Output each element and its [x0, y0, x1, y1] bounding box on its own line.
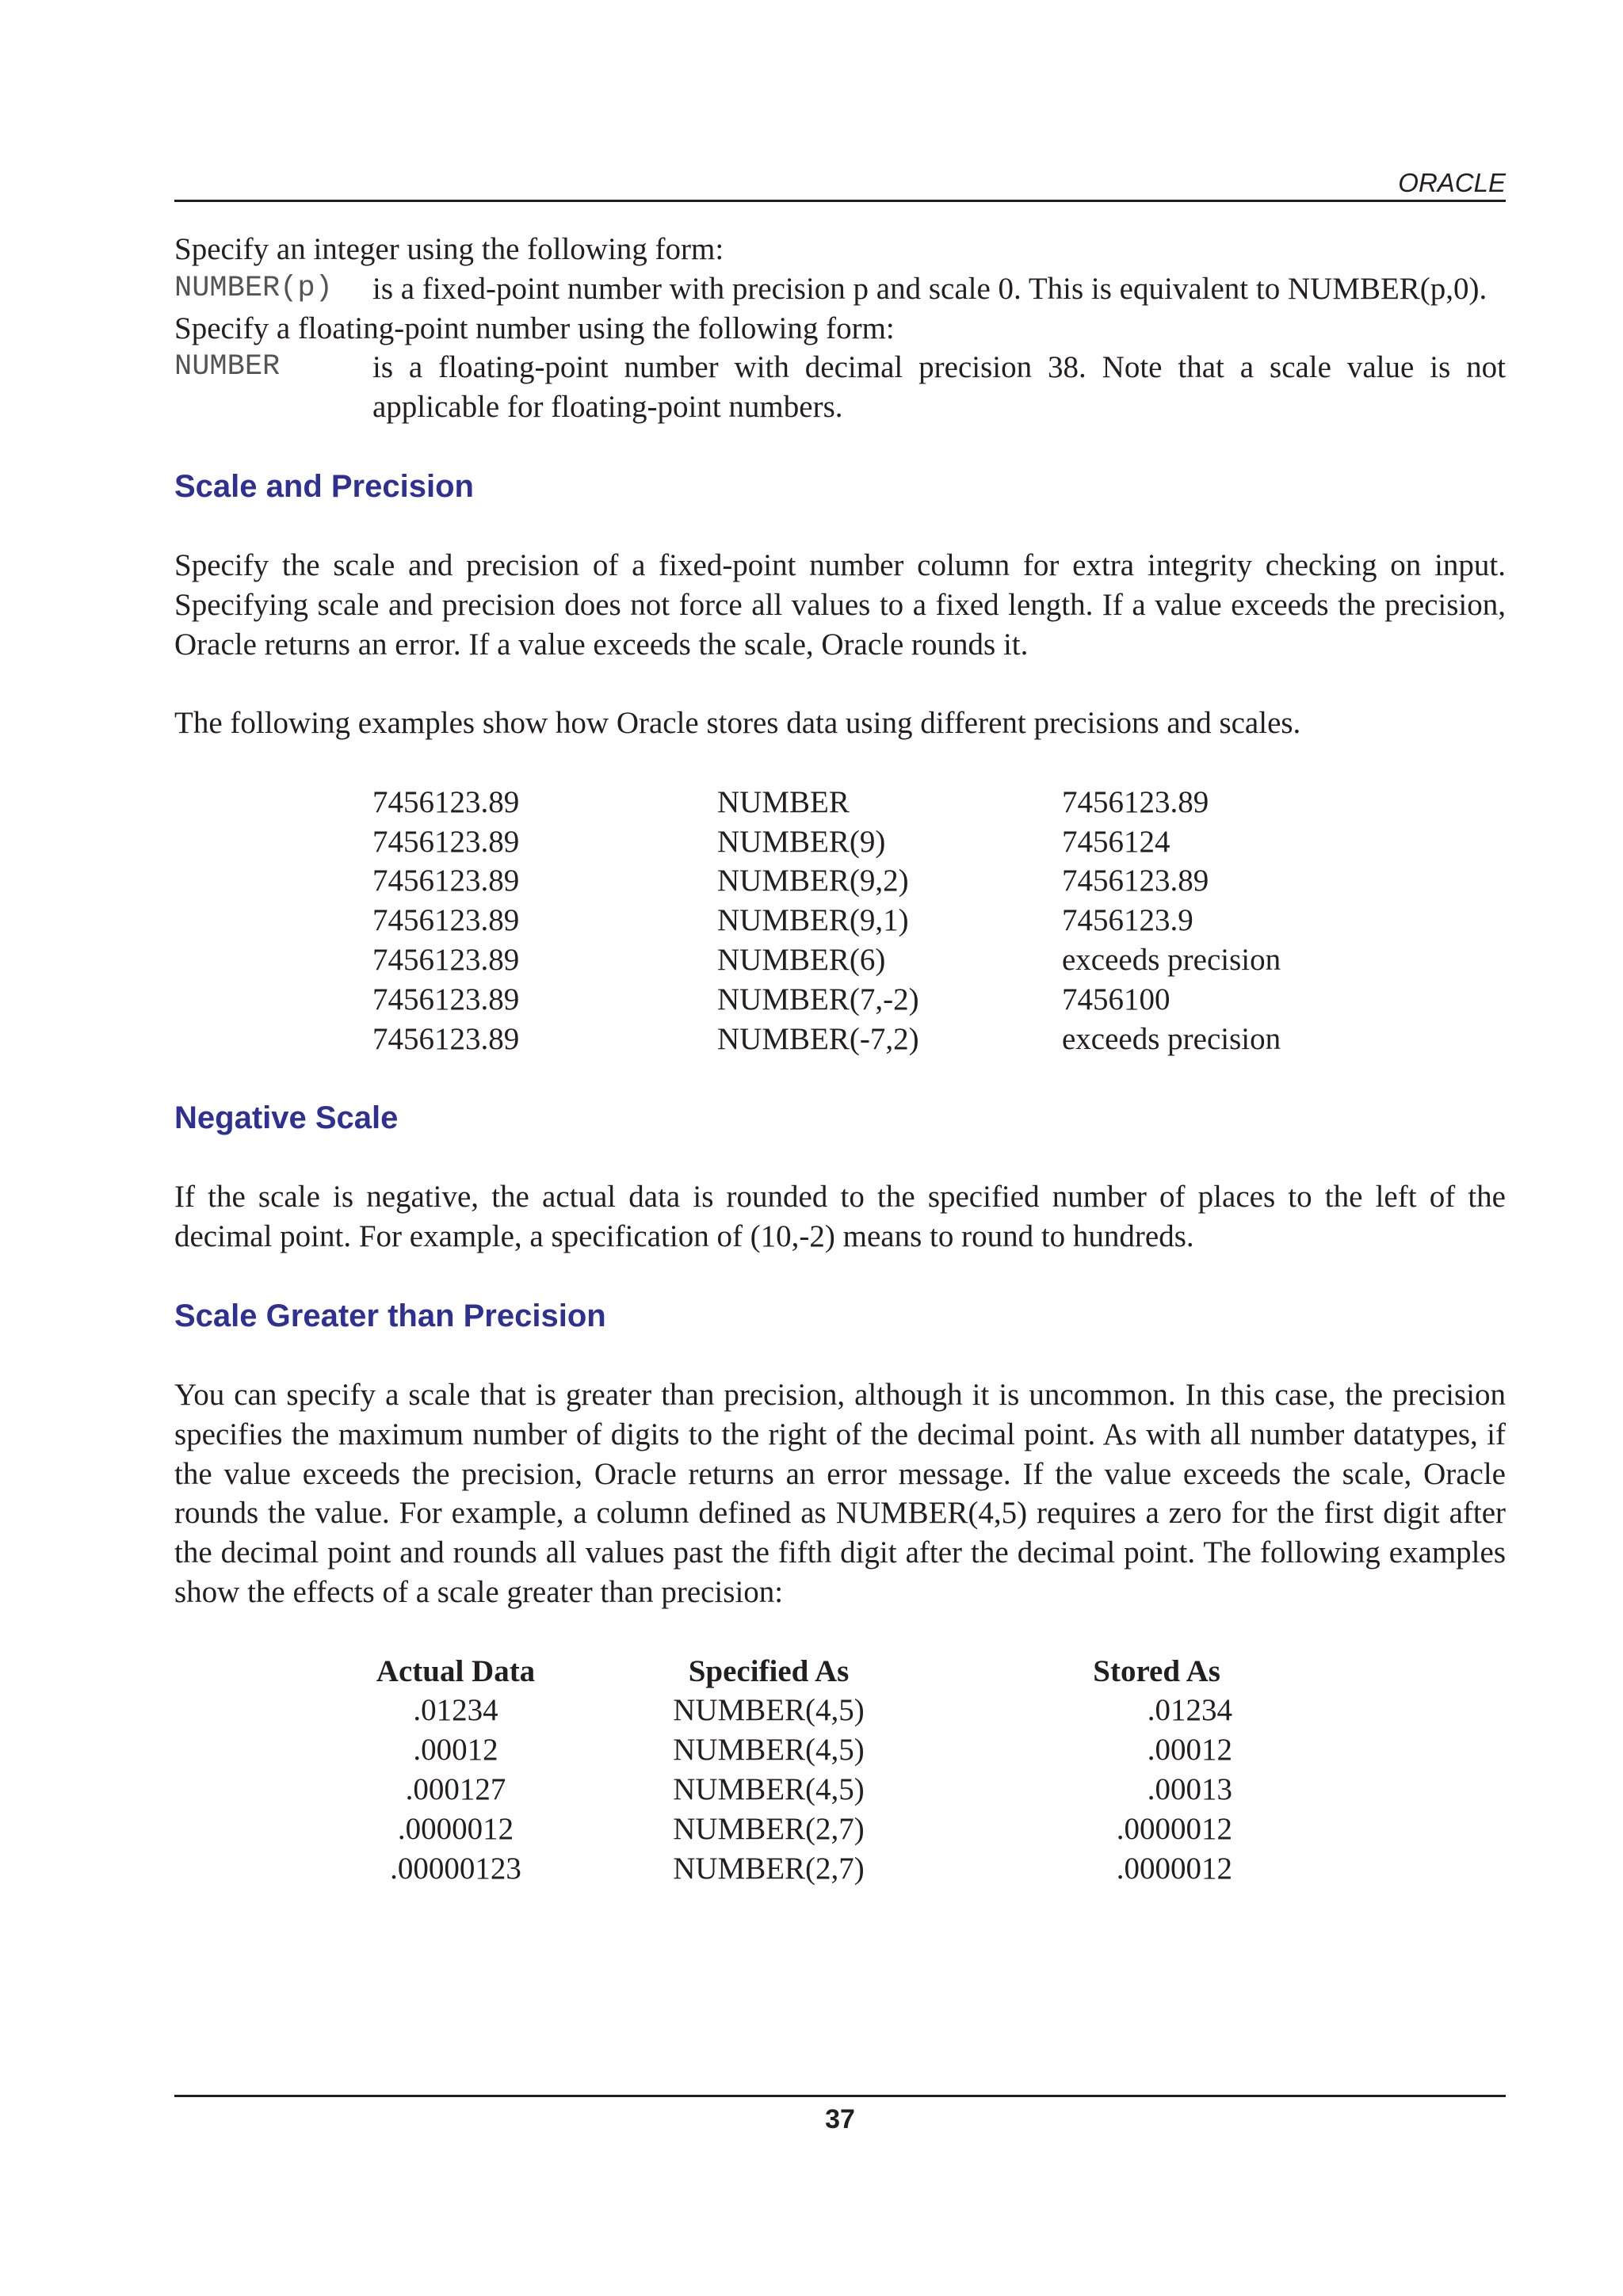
table-row — [365, 1810, 1232, 1849]
table-row — [372, 901, 1281, 940]
table-row — [372, 1020, 1281, 1059]
integer-description: is a fixed-point number with precision p and scale 0. This is equivalent to NUMBER(p,0). — [372, 271, 1487, 306]
column-header: Stored As — [1093, 1653, 1220, 1688]
table-cell: NUMBER(2,7) — [673, 1811, 865, 1846]
table-cell: 7456123.9 — [1062, 903, 1193, 938]
table-cell: NUMBER(9,2) — [717, 864, 909, 898]
table-cell: 7456123.89 — [372, 982, 520, 1016]
table-cell: 7456123.89 — [1062, 784, 1209, 819]
table-cell: 7456123.89 — [372, 942, 520, 977]
table-cell: .0000012 — [397, 1811, 514, 1846]
running-header: ORACLE — [1398, 168, 1506, 197]
table-row — [365, 1730, 1232, 1770]
table-cell: 7456123.89 — [372, 864, 520, 898]
integer-term: NUMBER(p) — [174, 271, 333, 305]
table-row — [372, 980, 1281, 1020]
integer-definition — [174, 269, 1506, 309]
table-row — [365, 1849, 1232, 1889]
float-term: NUMBER — [174, 350, 281, 384]
float-definition — [174, 348, 1506, 427]
negative-scale-paragraph: If the scale is negative, the actual data is rounded to the specified number of places to the left of the decimal point. For example, a specification of (10,-2) means to round to hundreds. — [174, 1180, 1506, 1254]
table-cell: exceeds precision — [1062, 942, 1281, 977]
precision-examples-table — [372, 783, 1281, 1059]
table-cell: NUMBER(9) — [717, 824, 886, 859]
table-row — [372, 783, 1281, 822]
table-cell: NUMBER — [717, 784, 850, 819]
float-form-lead: Specify a floating-point number using the following form: — [174, 311, 895, 345]
table-row — [365, 1691, 1232, 1730]
footer-rule — [174, 2095, 1506, 2097]
table-cell: NUMBER(6) — [717, 942, 886, 977]
page-number: 37 — [825, 2104, 855, 2134]
table-cell: .00000123 — [390, 1851, 521, 1886]
table-cell: NUMBER(4,5) — [673, 1772, 865, 1806]
table-cell: .00013 — [1147, 1772, 1232, 1806]
table-cell: 7456123.89 — [372, 1021, 520, 1056]
table-row — [372, 861, 1281, 901]
table-row — [372, 822, 1281, 862]
table-cell: 7456123.89 — [1062, 864, 1209, 898]
table-cell: 7456123.89 — [372, 903, 520, 938]
table-cell: NUMBER(9,1) — [717, 903, 909, 938]
table-cell: 7456123.89 — [372, 784, 520, 819]
table-cell: exceeds precision — [1062, 1021, 1281, 1056]
table-cell: NUMBER(-7,2) — [717, 1021, 919, 1056]
table-row — [365, 1770, 1232, 1810]
table-cell: .0000012 — [1116, 1811, 1232, 1846]
table-cell: 7456100 — [1062, 982, 1170, 1016]
table-cell: .01234 — [413, 1693, 498, 1728]
table-cell: NUMBER(7,-2) — [717, 982, 919, 1016]
table-cell: NUMBER(2,7) — [673, 1851, 865, 1886]
scale-greater-heading: Scale Greater than Precision — [174, 1298, 606, 1333]
header-rule — [174, 200, 1506, 202]
table-cell: .00012 — [413, 1733, 498, 1768]
table-row — [372, 940, 1281, 980]
table-cell: NUMBER(4,5) — [673, 1693, 865, 1728]
scale-precision-heading: Scale and Precision — [174, 468, 474, 504]
table-header-row — [365, 1652, 1232, 1691]
integer-form-lead: Specify an integer using the following form: — [174, 232, 724, 266]
scale-greater-examples-table — [365, 1652, 1232, 1889]
table-cell: .01234 — [1147, 1693, 1232, 1728]
table-cell: .0000012 — [1116, 1851, 1232, 1886]
float-description: is a floating-point number with decimal precision 38. Note that a scale value is not applicable for floating-point numbers. — [372, 350, 1506, 425]
column-header: Specified As — [688, 1653, 850, 1688]
table-cell: .00012 — [1147, 1733, 1232, 1768]
negative-scale-heading: Negative Scale — [174, 1100, 399, 1136]
scale-greater-paragraph: You can specify a scale that is greater than precision, although it is uncommon. In this case, the precision specifies the maximum number of digits to the right of the decimal point. As with all number datatypes, if the value exceeds the precision, Oracle returns an error message. If the value exceeds the scale, Oracle rounds the value. For example, a column defined as NUMBER(4,5) requires a zero for the first digit after the decimal point and rounds all values past the fifth digit after the decimal point. The following examples show the effects of a scale greater than precision: — [174, 1377, 1506, 1609]
column-header: Actual Data — [376, 1653, 536, 1688]
page-content — [174, 230, 1506, 1888]
table-cell: 7456123.89 — [372, 824, 520, 859]
table-cell: 7456124 — [1062, 824, 1170, 859]
table-cell: .000127 — [405, 1772, 506, 1806]
scale-precision-paragraph: Specify the scale and precision of a fixed-point number column for extra integrity checking on input. Specifying scale and precision does not force all values to a fixed length. If a value exceeds the precision, Oracle returns an error. If a value exceeds the scale, Oracle rounds it. — [174, 547, 1506, 662]
examples-intro: The following examples show how Oracle stores data using different precisions and scales. — [174, 706, 1301, 741]
table-cell: NUMBER(4,5) — [673, 1733, 865, 1768]
